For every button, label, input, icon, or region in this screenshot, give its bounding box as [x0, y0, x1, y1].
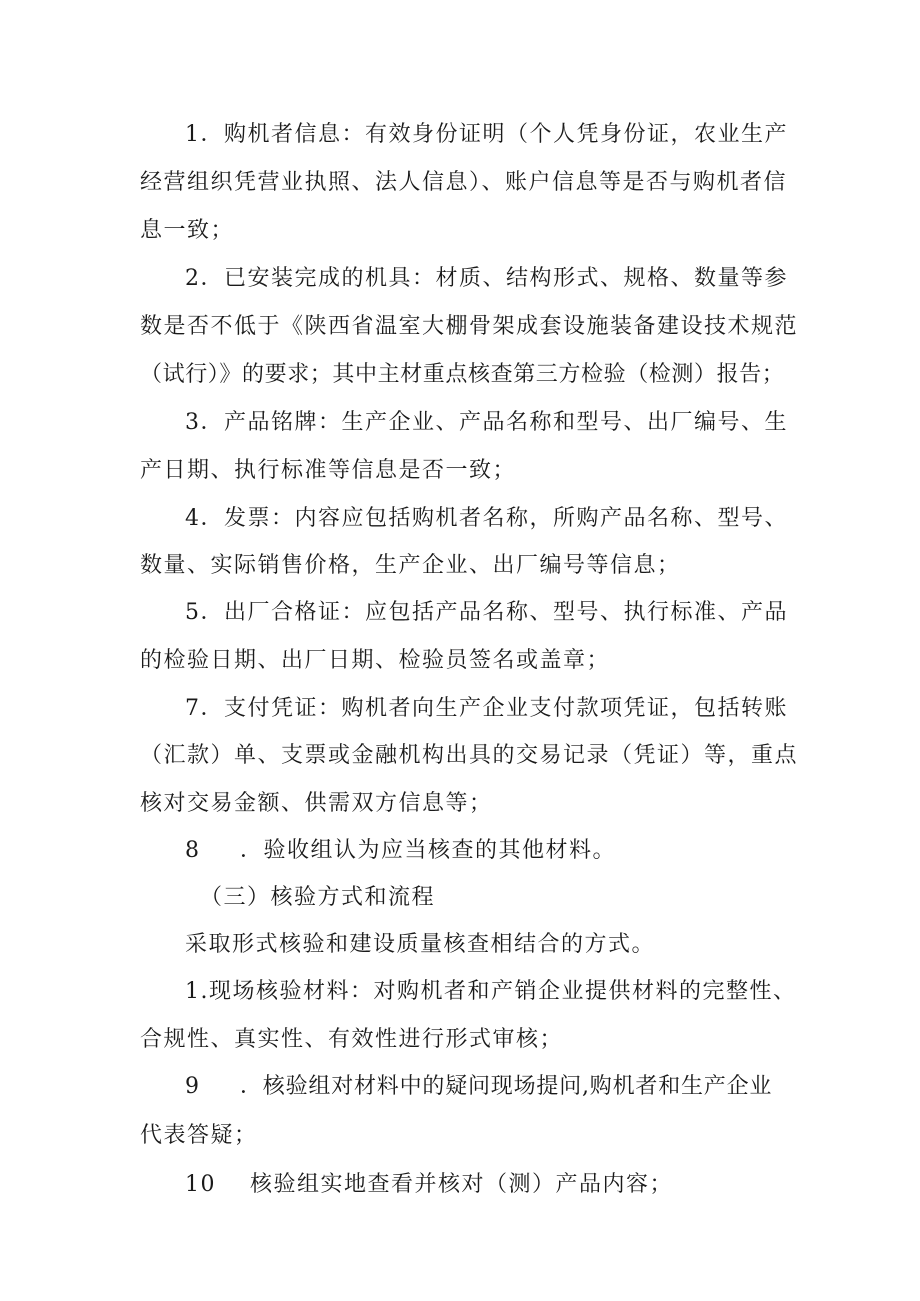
item-2-line-1: 2．已安装完成的机具：材质、结构形式、规格、数量等参: [185, 266, 788, 291]
step-9-number: 9: [185, 1074, 201, 1099]
item-1-line-2: 经营组织凭营业执照、法人信息）、账户信息等是否与购机者信: [140, 170, 788, 195]
step-1-line-1: 1.现场核验材料：对购机者和产销企业提供材料的完整性、: [185, 979, 797, 1004]
item-7-line-3: 核对交易金额、供需双方信息等；: [140, 791, 493, 816]
item-7-line-2: （汇款）单、支票或金融机构出具的交易记录（凭证）等，重点: [140, 743, 799, 768]
step-9-text: ．核验组对材料中的疑问现场提问,购机者和生产企业: [240, 1074, 773, 1099]
item-4-line-1: 4．发票：内容应包括购机者名称，所购产品名称、型号、: [185, 506, 788, 531]
item-2-line-2: 数是否不低于《陕西省温室大棚骨架成套设施装备建设技术规范: [140, 314, 799, 339]
item-1-line-1: 1．购机者信息：有效身份证明（个人凭身份证，农业生产: [185, 122, 788, 147]
item-3-line-1: 3．产品铭牌：生产企业、产品名称和型号、出厂编号、生: [185, 410, 788, 435]
item-5-line-1: 5．出厂合格证：应包括产品名称、型号、执行标准、产品: [185, 600, 788, 625]
item-2-line-3: （试行）》的要求；其中主材重点核查第三方检验（检测）报告；: [140, 362, 785, 387]
step-1-line-2: 合规性、真实性、有效性进行形式审核；: [140, 1027, 564, 1052]
item-4-line-2: 数量、实际销售价格，生产企业、出厂编号等信息；: [140, 553, 681, 578]
item-8-number: 8: [185, 838, 201, 863]
item-1-line-3: 息一致；: [140, 218, 235, 243]
step-10-number: 10: [185, 1172, 216, 1197]
section-heading: （三）核验方式和流程: [200, 885, 436, 910]
step-10-text: 核验组实地查看并核对（测）产品内容；: [250, 1172, 674, 1197]
item-7-line-1: 7．支付凭证：购机者向生产企业支付款项凭证，包括转账: [185, 696, 788, 721]
section-intro: 采取形式核验和建设质量核查相结合的方式。: [185, 932, 656, 957]
item-5-line-2: 的检验日期、出厂日期、检验员签名或盖章；: [140, 648, 611, 673]
item-8-text: ．验收组认为应当核查的其他材料。: [240, 838, 617, 863]
step-9-line-2: 代表答疑；: [140, 1123, 258, 1148]
item-3-line-2: 产日期、执行标准等信息是否一致；: [140, 458, 517, 483]
